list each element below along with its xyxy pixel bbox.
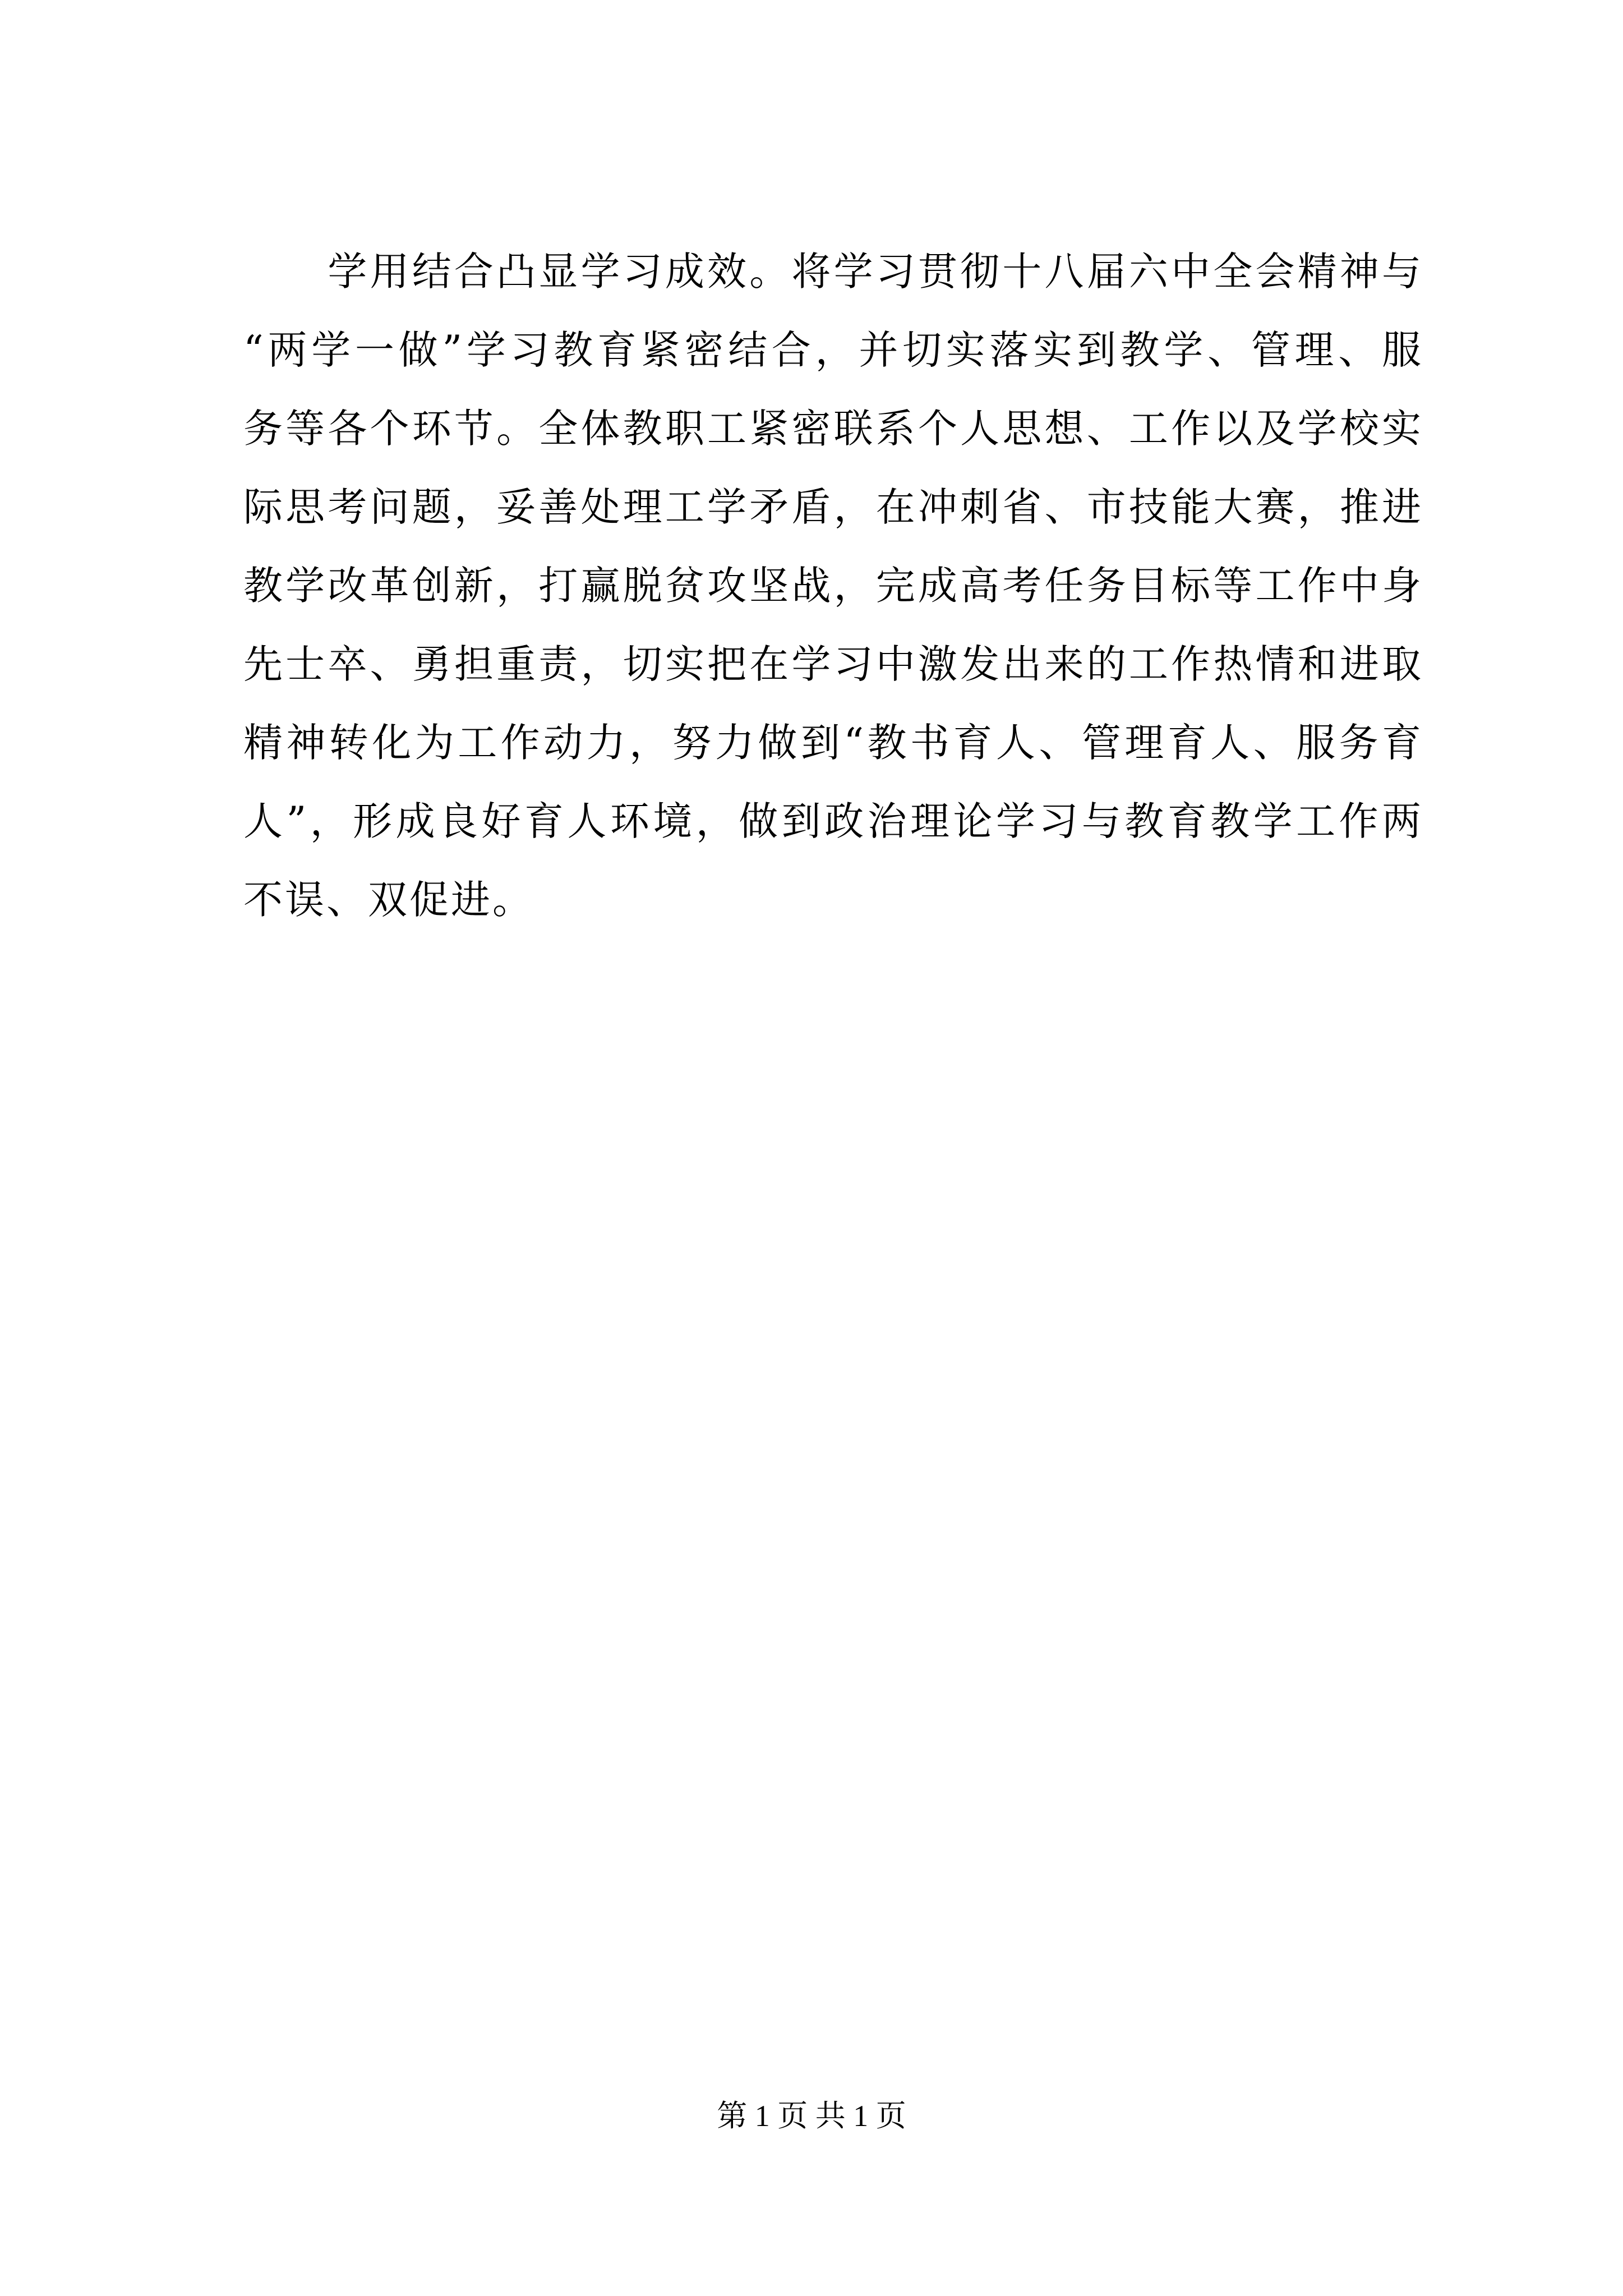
paragraph-line: 人”，形成良好育人环境，做到政治理论学习与教育教学工作两	[243, 798, 1423, 844]
paragraph-line: 先士卒、勇担重责，切实把在学习中激发出来的工作热情和进取	[243, 641, 1423, 687]
paragraph-line: “两学一做”学习教育紧密结合，并切实落实到教学、管理、服	[243, 327, 1423, 373]
paragraph-line: 际思考问题，妥善处理工学矛盾，在冲刺省、市技能大赛，推进	[243, 484, 1423, 530]
page-footer: 第 1 页 共 1 页	[717, 2099, 906, 2133]
paragraph-line: 教学改革创新，打赢脱贫攻坚战，完成高考任务目标等工作中身	[243, 563, 1423, 609]
body-paragraph	[243, 232, 1423, 939]
paragraph-line: 不误、双促进。	[243, 877, 534, 923]
paragraph-line: 精神转化为工作动力，努力做到“教书育人、管理育人、服务育	[243, 720, 1423, 766]
paragraph-line: 务等各个环节。全体教职工紧密联系个人思想、工作以及学校实	[243, 406, 1423, 452]
paragraph-line: 学用结合凸显学习成效。将学习贯彻十八届六中全会精神与	[243, 249, 1423, 295]
